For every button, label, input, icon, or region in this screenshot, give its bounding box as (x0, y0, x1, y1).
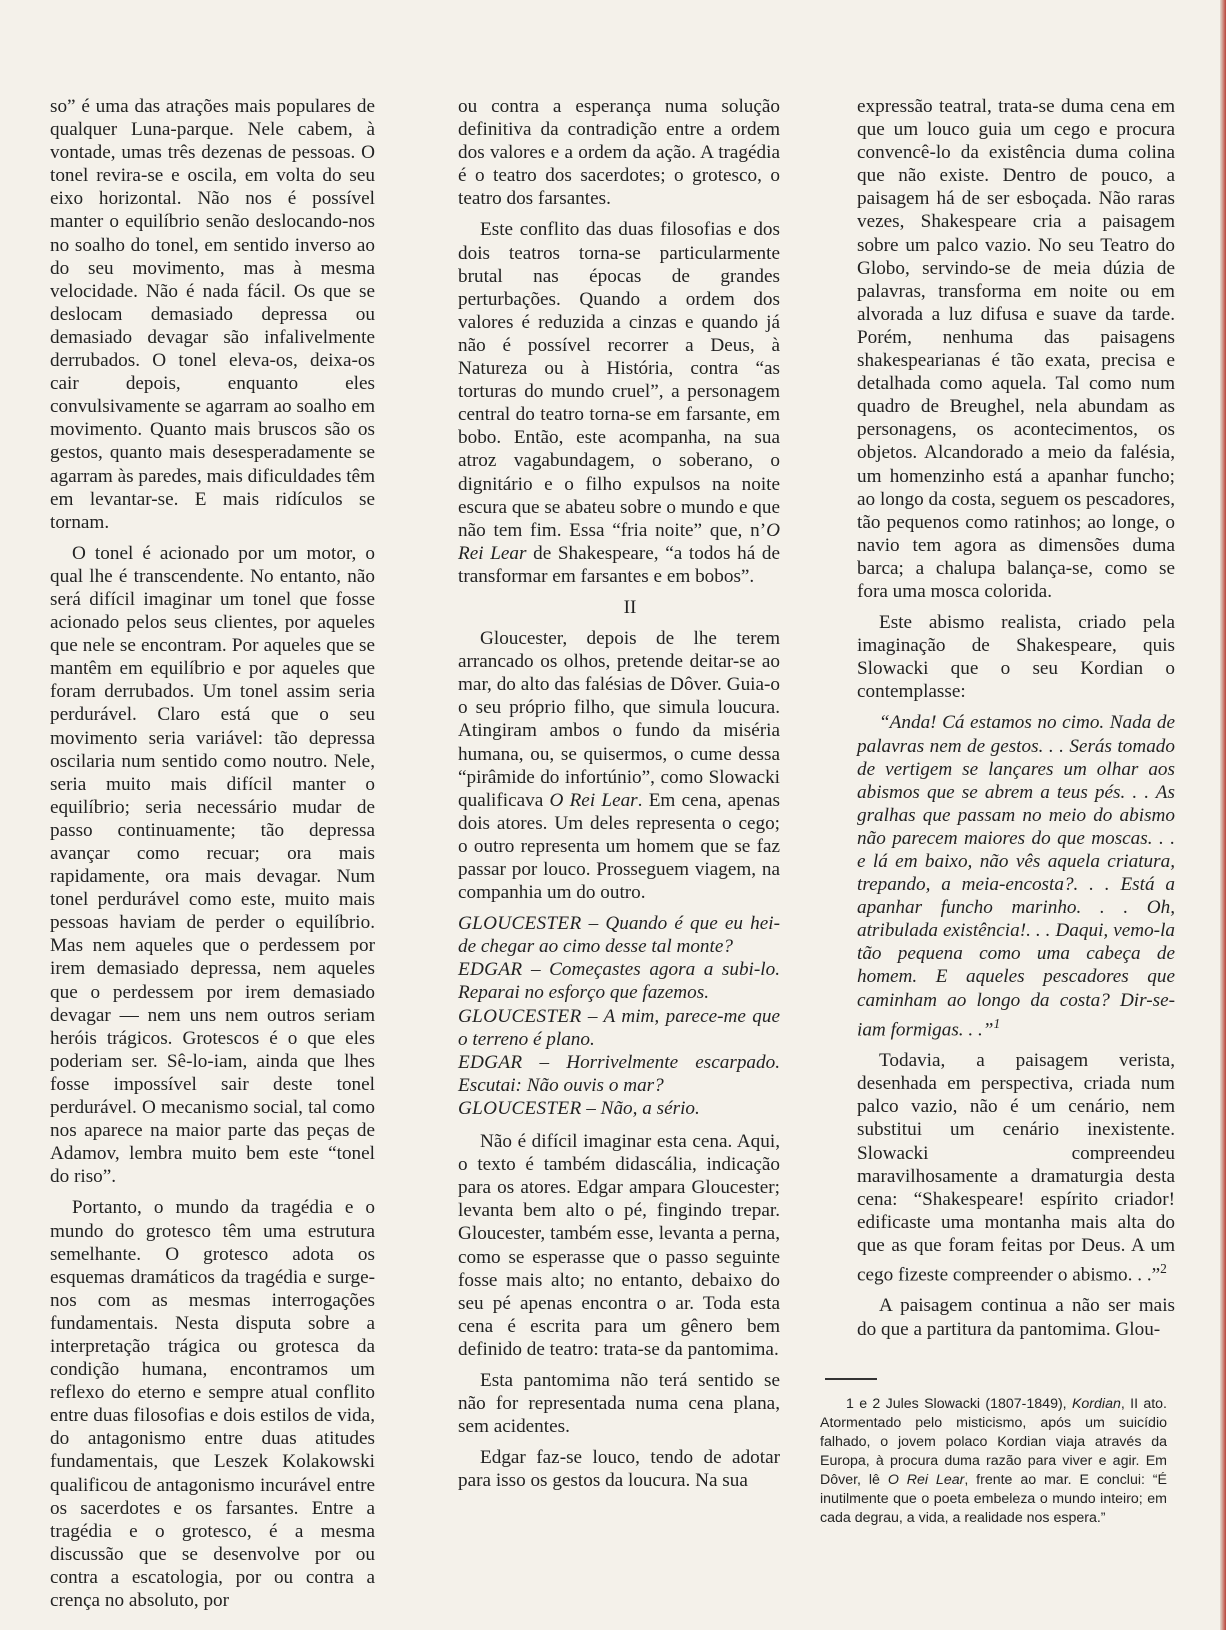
speech: – Horrivelmente escarpado. Escutai: Não ouvis o mar? (458, 1051, 780, 1096)
work-title: O Rei Lear (887, 1472, 965, 1488)
paragraph: O tonel é acionado por um motor, o qual lhe é transcendente. No entanto, não será difícil imaginar um tonel que fosse acionado pelos seus clientes, por aqueles que nele se encontram. Por aqueles que se mantêm em equilíbrio e por aqueles que foram derrubados. Um tonel assim seria perdurável. Claro está que o seu movimento seria variável: tão depressa oscilaria num sentido como noutro. Nele, seria muito mais difícil manter o equilíbrio; seria necessário mudar de passo continuamente; tão depressa avançar como recuar; ora mais rapidamente, ora mais devagar. Num tonel perdurável como este, muito mais pessoas haviam de perder o equilíbrio. Mas nem aqueles que o perdessem por irem demasiado depressa, nem aqueles que o perdessem por irem demasiado devagar — nem uns nem outros seriam heróis trágicos. Grotescos é o que eles poderiam ser. Sê-lo-iam, ainda que lhes fosse impossível sair deste tonel perdurável. O mecanismo social, tal como nos aparece na maior parte das peças de Adamov, lembra muito bem este “tonel do riso”. (50, 542, 375, 1188)
text-column-2 (458, 95, 780, 1500)
speech: – Não, a sério. (581, 1097, 700, 1119)
speaker: EDGAR (458, 959, 523, 981)
paragraph-text: de Shakespeare, “a todos há de transformar em farsantes e em bobos”. (458, 542, 780, 587)
speaker: EDGAR (458, 1051, 523, 1073)
block-quote (857, 711, 1175, 1041)
text-column-1 (50, 95, 375, 1620)
speech: – A mim, parece-me que o terreno é plano. (458, 1005, 780, 1050)
work-title: O Rei Lear (458, 519, 780, 564)
page-edge (1220, 0, 1226, 1630)
footnote-text: , II ato. Atormentado pelo misticismo, após um suicídio falhado, o jovem polaco Kordian viaja através da Europa, à procura duma razão para viver e agir. Em Dôver, lê (820, 1396, 1167, 1488)
footnote-ref: 2 (1160, 1260, 1167, 1276)
footnote-ref: 1 (993, 1015, 1001, 1031)
paragraph: expressão teatral, trata-se duma cena em que um louco guia um cego e procura convencê-lo da existência duma colina que não existe. Dentro de pouco, a paisagem há de ser esboçada. Não raras vezes, Shakespeare cria a paisagem sobre um palco vazio. No seu Teatro do Globo, servindo-se de meia dúzia de palavras, transforma em noite ou em alvorada a luz difusa e suave da tarde. Porém, nenhuma das paisagens shakespearianas é tão exata, precisa e detalhada como aquela. Tal como num quadro de Breughel, nela abundam as personagens, os acontecimentos, os objetos. Alcandorado a meio da falésia, um homenzinho está a apanhar funcho; ao longo da costa, seguem os pescadores, tão pequenos como ratinhos; ao longe, o navio tem agora as dimensões duma barca; a chalupa balança-se, como se fora uma mosca colorida. (857, 96, 1175, 602)
paragraph-text: Todavia, a paisagem verista, desenhada em perspectiva, criada num palco vazio, não é um cenário, nem substitui um cenário inexistente. Slowacki compreendeu maravilhosamente a dramaturgia desta cena: “Shakespeare! espírito criador! edificaste uma montanha mais alta do que as que foram feitas por Deus. A um cego fizeste compreender o abismo. . .” (857, 1050, 1175, 1286)
footnote-text: , frente ao mar. E conclui: “É inutilmente que o poeta embeleza o mundo inteiro; em cada degrau, a vida, a realidade nos espera.” (820, 1472, 1167, 1526)
speaker: GLOUCESTER (458, 1005, 582, 1027)
paragraph-text: . Em cena, apenas dois atores. Um deles representa o cego; o outro representa um homem que se faz passar por louco. Prosseguem viagem, na companhia um do outro. (458, 789, 780, 904)
text-column-3 (857, 95, 1175, 1349)
speech: – Começastes agora a subi-lo. Reparai no esforço que fazemos. (458, 959, 780, 1004)
paragraph: ou contra a esperança numa solução definitiva da contradição entre a ordem dos valores e a ordem da ação. A tragédia é o teatro dos sacerdotes; o grotesco, o teatro dos farsantes. (458, 96, 780, 210)
speech: – Quando é que eu hei-de chegar ao cimo desse tal monte? (458, 913, 780, 958)
quote-text: “Anda! Cá estamos no cimo. Nada de palavras nem de gestos. . . Serás tomado de vertigem se lançares um olhar aos abismos que se abrem a teus pés. . . As gralhas que passam no meio do abismo não parecem maiores do que moscas. . . e lá em baixo, não vês aquela criatura, trepando, a meia-encosta?. . . Está a apanhar funcho marinho. . . Oh, atribulada existência!. . . Daqui, vemo-la tão pequena como uma cabeça de homem. E aqueles pescadores que caminham ao longo da costa? Dir-se-iam formigas. . .” (857, 712, 1175, 1041)
paragraph: Portanto, o mundo da tragédia e o mundo do grotesco têm uma estrutura semelhante. O grotesco adota os esquemas dramáticos da tragédia e surge-nos com as mesmas interrogações fundamentais. Nesta disputa sobre a interpretação trágica ou grotesca da condição humana, encontramos um reflexo do eterno e sempre atual conflito entre duas filosofias e dois estilos de vida, do antagonismo entre duas atitudes fundamentais, que Leszek Kolakowski qualificou de antagonismo incurável entre os sacerdotes e os farsantes. Entre a tragédia e o grotesco, é a mesma discussão que se desenvolve por ou contra a escatologia, por ou contra a crença no absoluto, por (50, 1197, 375, 1611)
work-title: Kordian (1071, 1396, 1121, 1412)
speaker: GLOUCESTER (458, 1097, 582, 1119)
paragraph (458, 627, 780, 904)
paragraph: Edgar faz-se louco, tendo de adotar para isso os gestos da loucura. Na sua (458, 1447, 780, 1492)
work-title: O Rei Lear (549, 789, 638, 811)
speaker: GLOUCESTER (458, 913, 582, 935)
paragraph-text: Este conflito das duas filosofias e dos dois teatros torna-se particularmente brutal nas épocas de grandes perturbações. Quando a ordem dos valores é reduzida a cinzas e quando já não é possível recorrer a Deus, à Natureza ou à História, contra “as torturas do mundo cruel”, a personagem central do teatro torna-se em farsante, em bobo. Então, este acompanha, na sua atroz vagabundagem, o soberano, o dignitário e o filho expulsos na noite escura que se abateu sobre o mundo e que não tem fim. Essa “fria noite” que, n’ (458, 219, 780, 541)
paragraph-text: Gloucester, depois de lhe terem arrancado os olhos, pretende deitar-se ao mar, do alto das falésias de Dôver. Guia-o o seu próprio filho, que simula loucura. Atingiram ambos o fundo da miséria humana, ou, se quisermos, o cume dessa “pirâmide do infortúnio”, como Slowacki qualificava (458, 628, 780, 811)
paragraph: Esta pantomima não terá sentido se não for representada numa cena plana, sem acidentes. (458, 1369, 780, 1438)
paragraph: so” é uma das atrações mais populares de qualquer Luna-parque. Nele cabem, à vontade, umas três dezenas de pessoas. O tonel revira-se e oscila, em volta do seu eixo horizontal. Não nos é possível manter o equilíbrio senão deslocando-nos no soalho do tonel, em sentido inverso ao do seu movimento, mas à mesma velocidade. Não é nada fácil. Os que se deslocam demasiado depressa ou demasiado devagar são infalivelmente derrubados. O tonel eleva-os, deixa-os cair depois, enquanto eles convulsivamente se agarram ao soalho em movimento. Quanto mais bruscos são os gestos, quanto mais desesperadamente se agarram às paredes, mais dificuldades têm em levantar-se. E mais ridículos se tornam. (50, 96, 375, 533)
dialogue-line (458, 958, 780, 1004)
paragraph (857, 1049, 1175, 1286)
paragraph: Este abismo realista, criado pela imaginação de Shakespeare, quis Slowacki que o seu Kordian o contemplasse: (857, 612, 1175, 703)
paragraph: A paisagem continua a não ser mais do que a partitura da pantomima. Glou- (857, 1295, 1175, 1340)
footnote-divider (825, 1378, 877, 1380)
paragraph: Não é difícil imaginar esta cena. Aqui, o texto é também didascália, indicação para os atores. Edgar ampara Gloucester; levanta bem alto o pé, fingindo trepar. Gloucester, também esse, levanta a perna, como se esperasse que o passo seguinte fosse mais alto; no entanto, debaixo do seu pé apenas encontra o ar. Toda esta cena é escrita para um gênero bem definido de teatro: trata-se da pantomima. (458, 1131, 780, 1360)
footnote (820, 1395, 1167, 1528)
footnote-text: 1 e 2 Jules Slowacki (1807-1849), (846, 1396, 1072, 1412)
dialogue-line (458, 1097, 780, 1120)
dialogue-line (458, 1005, 780, 1051)
dialogue-line (458, 1051, 780, 1097)
dialogue-block (458, 912, 780, 1120)
paragraph (458, 218, 780, 588)
section-heading: II (623, 596, 637, 618)
dialogue-line (458, 912, 780, 958)
